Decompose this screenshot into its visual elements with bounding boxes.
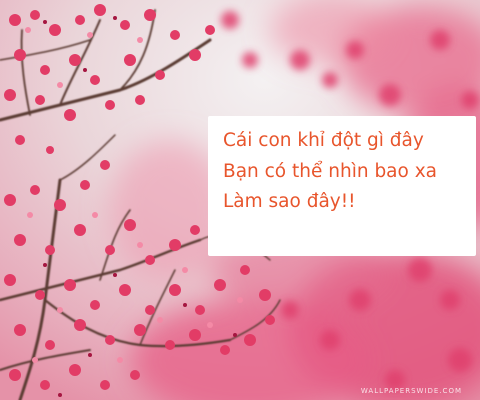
watermark: WALLPAPERSWIDE.COM xyxy=(360,387,462,395)
caption-card xyxy=(208,116,476,256)
caption-line-3: Làm sao đây!! xyxy=(223,191,356,212)
caption-line-1: Cái con khỉ đột gì đây xyxy=(223,130,424,151)
caption-line-2: Bạn có thể nhìn bao xa xyxy=(223,160,438,182)
